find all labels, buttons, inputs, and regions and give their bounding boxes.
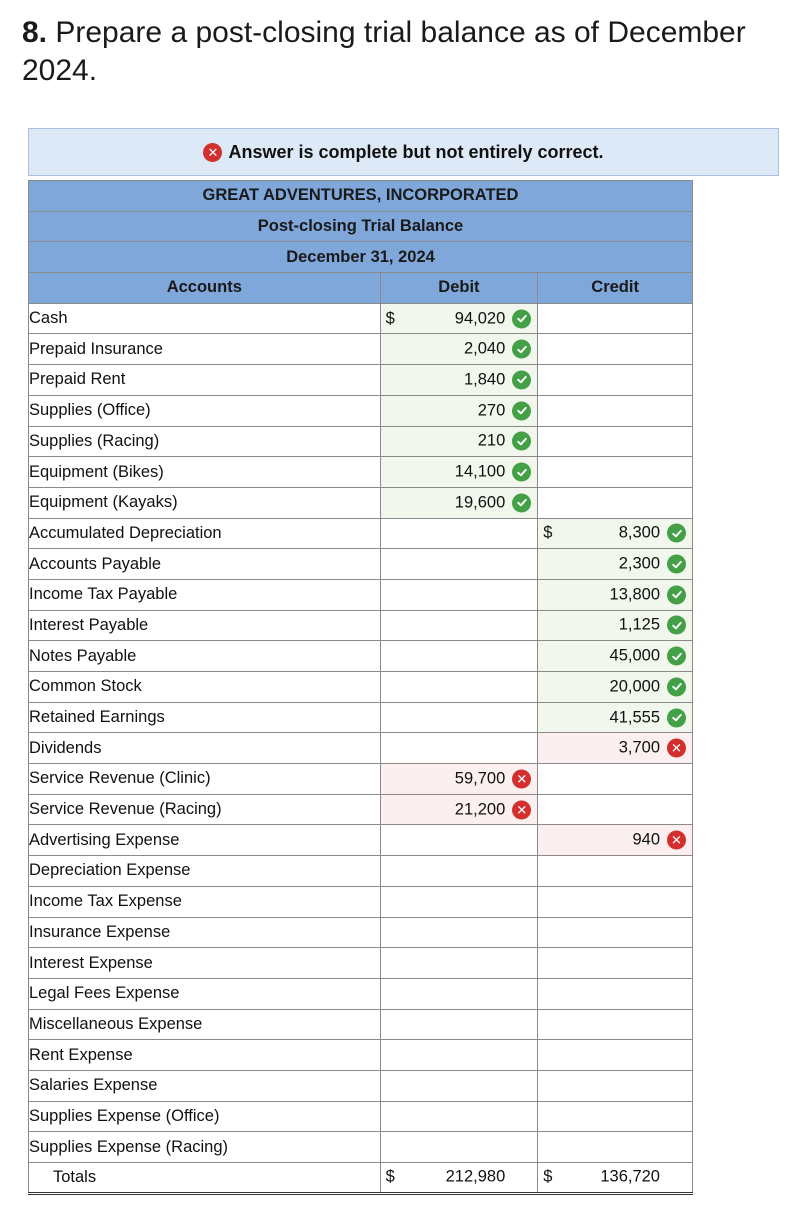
company-name: GREAT ADVENTURES, INCORPORATED xyxy=(29,181,693,212)
debit-input[interactable] xyxy=(380,579,538,610)
credit-input[interactable] xyxy=(538,978,693,1009)
table-row xyxy=(29,518,693,549)
statement-title: Post-closing Trial Balance xyxy=(29,211,693,242)
account-name: Dividends xyxy=(29,733,381,764)
credit-amount: 20,000 xyxy=(609,677,660,696)
debit-input[interactable] xyxy=(380,334,538,365)
credit-input[interactable] xyxy=(538,487,693,518)
credit-input[interactable] xyxy=(538,886,693,917)
debit-amount: 59,700 xyxy=(454,769,506,788)
account-name: Accounts Payable xyxy=(29,549,381,580)
credit-amount: 940 xyxy=(632,830,660,849)
correct-check-icon xyxy=(667,555,686,574)
credit-input[interactable] xyxy=(538,917,693,948)
credit-input[interactable] xyxy=(538,641,693,672)
correct-check-icon xyxy=(667,585,686,604)
correct-check-icon xyxy=(667,708,686,727)
credit-input[interactable] xyxy=(538,303,693,334)
table-row xyxy=(29,365,693,396)
account-name: Supplies (Office) xyxy=(29,395,381,426)
account-name: Depreciation Expense xyxy=(29,856,381,887)
table-row xyxy=(29,457,693,488)
correct-check-icon xyxy=(667,616,686,635)
credit-input[interactable] xyxy=(538,518,693,549)
statement-date: December 31, 2024 xyxy=(29,242,693,273)
incorrect-icon: ✕ xyxy=(203,143,222,162)
currency-symbol: $ xyxy=(385,1167,395,1186)
answer-feedback-banner xyxy=(28,128,779,176)
credit-input[interactable] xyxy=(538,794,693,825)
table-row xyxy=(29,764,693,795)
debit-input[interactable] xyxy=(380,948,538,979)
debit-input[interactable] xyxy=(380,1040,538,1071)
debit-input[interactable] xyxy=(380,764,538,795)
debit-input[interactable] xyxy=(380,917,538,948)
account-name: Miscellaneous Expense xyxy=(29,1009,381,1040)
debit-amount: 19,600 xyxy=(454,493,506,512)
debit-amount: 210 xyxy=(477,431,506,450)
totals-label: Totals xyxy=(29,1163,381,1194)
debit-amount: 14,100 xyxy=(454,462,506,481)
table-row xyxy=(29,978,693,1009)
debit-amount: 1,840 xyxy=(463,370,506,389)
account-name: Common Stock xyxy=(29,672,381,703)
table-row xyxy=(29,610,693,641)
account-name: Legal Fees Expense xyxy=(29,978,381,1009)
table-row xyxy=(29,856,693,887)
total-debit-amount: 212,980 xyxy=(445,1167,506,1186)
incorrect-icon: ✕ xyxy=(512,769,531,788)
table-row xyxy=(29,487,693,518)
debit-amount: 21,200 xyxy=(454,800,506,819)
credit-input[interactable] xyxy=(538,365,693,396)
debit-input[interactable] xyxy=(380,641,538,672)
debit-input[interactable] xyxy=(380,702,538,733)
account-name: Cash xyxy=(29,303,381,334)
credit-input[interactable] xyxy=(538,1040,693,1071)
credit-input[interactable] xyxy=(538,334,693,365)
table-row xyxy=(29,1009,693,1040)
account-name: Interest Payable xyxy=(29,610,381,641)
correct-check-icon xyxy=(667,524,686,543)
currency-symbol: $ xyxy=(543,523,553,542)
debit-input[interactable] xyxy=(380,1009,538,1040)
trial-balance-table xyxy=(28,180,693,1195)
table-row xyxy=(29,579,693,610)
debit-input[interactable] xyxy=(380,886,538,917)
currency-symbol: $ xyxy=(385,309,395,328)
debit-input[interactable] xyxy=(380,794,538,825)
table-row xyxy=(29,733,693,764)
debit-input[interactable] xyxy=(380,610,538,641)
debit-input[interactable] xyxy=(380,978,538,1009)
question-text: Prepare a post-closing trial balance as of December 2024. xyxy=(22,16,746,87)
debit-input[interactable] xyxy=(380,1101,538,1132)
debit-amount: 270 xyxy=(477,401,506,420)
account-name: Supplies Expense (Racing) xyxy=(29,1132,381,1163)
table-row xyxy=(29,549,693,580)
account-name: Notes Payable xyxy=(29,641,381,672)
credit-input[interactable] xyxy=(538,672,693,703)
total-credit-amount: 136,720 xyxy=(600,1167,660,1186)
credit-input[interactable] xyxy=(538,426,693,457)
correct-check-icon xyxy=(512,370,531,389)
debit-input[interactable] xyxy=(380,549,538,580)
credit-input[interactable] xyxy=(538,1009,693,1040)
account-name: Advertising Expense xyxy=(29,825,381,856)
debit-input[interactable] xyxy=(380,825,538,856)
account-name: Accumulated Depreciation xyxy=(29,518,381,549)
credit-input[interactable] xyxy=(538,825,693,856)
table-row xyxy=(29,886,693,917)
credit-input[interactable] xyxy=(538,764,693,795)
account-name: Equipment (Bikes) xyxy=(29,457,381,488)
debit-input[interactable] xyxy=(380,365,538,396)
table-row xyxy=(29,948,693,979)
credit-amount: 13,800 xyxy=(609,585,660,604)
credit-amount: 45,000 xyxy=(609,646,660,665)
table-row xyxy=(29,702,693,733)
account-name: Supplies (Racing) xyxy=(29,426,381,457)
table-row xyxy=(29,641,693,672)
account-name: Service Revenue (Clinic) xyxy=(29,764,381,795)
correct-check-icon xyxy=(512,401,531,420)
credit-amount: 8,300 xyxy=(618,523,660,542)
correct-check-icon xyxy=(512,432,531,451)
table-row xyxy=(29,1101,693,1132)
account-name: Retained Earnings xyxy=(29,702,381,733)
incorrect-icon: ✕ xyxy=(512,800,531,819)
credit-input[interactable] xyxy=(538,579,693,610)
credit-input[interactable] xyxy=(538,1070,693,1101)
debit-input[interactable] xyxy=(380,856,538,887)
account-name: Rent Expense xyxy=(29,1040,381,1071)
debit-input[interactable] xyxy=(380,395,538,426)
debit-input[interactable] xyxy=(380,1132,538,1163)
credit-amount: 1,125 xyxy=(618,615,660,634)
credit-input[interactable] xyxy=(538,948,693,979)
account-name: Service Revenue (Racing) xyxy=(29,794,381,825)
total-debit-input[interactable] xyxy=(380,1163,538,1194)
credit-input[interactable] xyxy=(538,702,693,733)
credit-amount: 41,555 xyxy=(609,708,660,727)
credit-input[interactable] xyxy=(538,457,693,488)
totals-row xyxy=(29,1163,693,1194)
correct-check-icon xyxy=(667,677,686,696)
table-row xyxy=(29,917,693,948)
credit-input[interactable] xyxy=(538,856,693,887)
debit-input[interactable] xyxy=(380,733,538,764)
debit-input[interactable] xyxy=(380,672,538,703)
column-header-accounts: Accounts xyxy=(29,273,381,304)
column-header-credit: Credit xyxy=(538,273,693,304)
account-name: Supplies Expense (Office) xyxy=(29,1101,381,1132)
table-row xyxy=(29,794,693,825)
incorrect-icon: ✕ xyxy=(667,831,686,850)
account-name: Interest Expense xyxy=(29,948,381,979)
account-name: Insurance Expense xyxy=(29,917,381,948)
table-row xyxy=(29,825,693,856)
table-row xyxy=(29,395,693,426)
table-row xyxy=(29,1040,693,1071)
table-row xyxy=(29,1070,693,1101)
incorrect-icon: ✕ xyxy=(667,739,686,758)
credit-input[interactable] xyxy=(538,733,693,764)
total-credit-input[interactable] xyxy=(538,1163,693,1194)
account-name: Equipment (Kayaks) xyxy=(29,487,381,518)
question-number: 8. xyxy=(22,16,48,49)
debit-input[interactable] xyxy=(380,457,538,488)
account-name: Income Tax Expense xyxy=(29,886,381,917)
credit-input[interactable] xyxy=(538,395,693,426)
credit-input[interactable] xyxy=(538,1101,693,1132)
banner-text: Answer is complete but not entirely correct. xyxy=(228,141,604,162)
account-name: Prepaid Insurance xyxy=(29,334,381,365)
currency-symbol: $ xyxy=(543,1167,553,1186)
correct-check-icon xyxy=(667,647,686,666)
table-row xyxy=(29,303,693,334)
question-prompt xyxy=(22,14,782,90)
credit-input[interactable] xyxy=(538,549,693,580)
credit-amount: 3,700 xyxy=(618,738,660,757)
account-name: Income Tax Payable xyxy=(29,579,381,610)
credit-amount: 2,300 xyxy=(618,554,660,573)
debit-input[interactable] xyxy=(380,487,538,518)
credit-input[interactable] xyxy=(538,1132,693,1163)
debit-input[interactable] xyxy=(380,1070,538,1101)
account-name: Salaries Expense xyxy=(29,1070,381,1101)
credit-input[interactable] xyxy=(538,610,693,641)
debit-input[interactable] xyxy=(380,518,538,549)
correct-check-icon xyxy=(512,309,531,328)
correct-check-icon xyxy=(512,463,531,482)
table-row xyxy=(29,1132,693,1163)
table-row xyxy=(29,334,693,365)
debit-amount: 94,020 xyxy=(454,309,506,328)
table-row xyxy=(29,672,693,703)
debit-amount: 2,040 xyxy=(463,339,506,358)
correct-check-icon xyxy=(512,493,531,512)
correct-check-icon xyxy=(512,340,531,359)
account-name: Prepaid Rent xyxy=(29,365,381,396)
column-header-debit: Debit xyxy=(380,273,538,304)
debit-input[interactable] xyxy=(380,426,538,457)
table-row xyxy=(29,426,693,457)
debit-input[interactable] xyxy=(380,303,538,334)
